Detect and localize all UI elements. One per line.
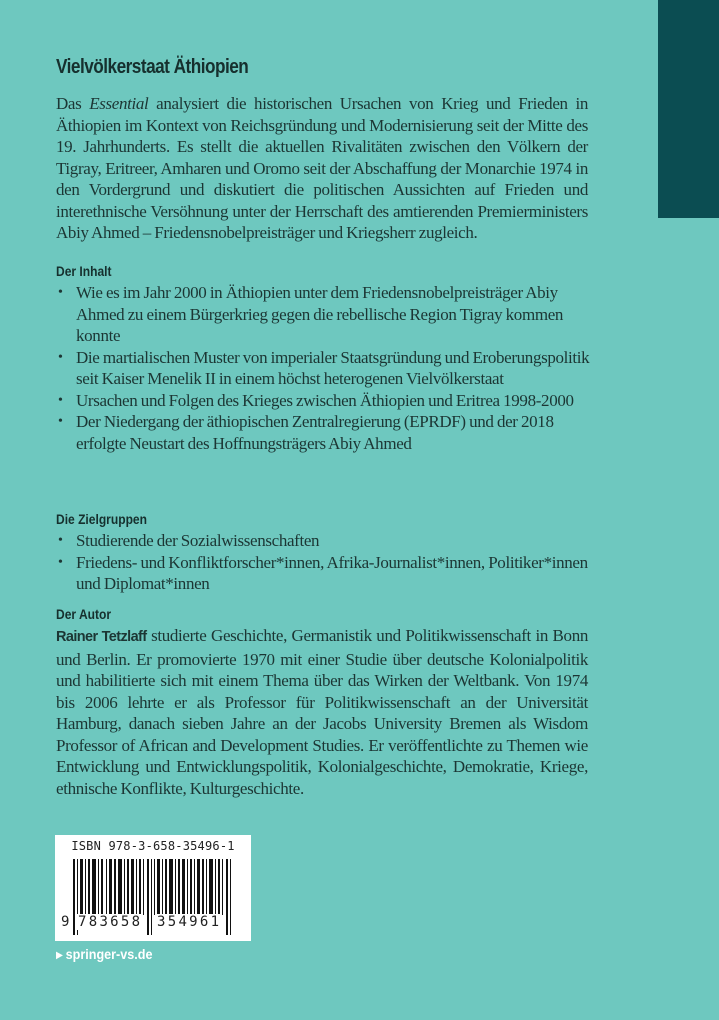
section-heading-zielgruppen: Die Zielgruppen <box>56 511 147 527</box>
barcode-digits-right: 354961 <box>157 914 222 930</box>
list-item <box>56 390 596 412</box>
page-title: Vielvölkerstaat Äthiopien <box>56 56 249 78</box>
bullet-icon: • <box>58 285 63 300</box>
list-item-text: Friedens- und Konfliktforscher*innen, Afrika-Journalist*innen, Politiker*innen und Diplomat*innen <box>76 552 588 593</box>
list-item <box>56 282 596 347</box>
barcode-digit-first: 9 <box>61 914 70 930</box>
section-heading-inhalt: Der Inhalt <box>56 263 112 279</box>
bullet-icon: • <box>58 554 63 570</box>
list-item <box>56 411 596 454</box>
bullet-icon: • <box>58 349 63 365</box>
isbn-barcode <box>55 835 251 941</box>
bullet-icon: • <box>58 392 63 408</box>
springer-link-text: springer-vs.de <box>65 946 153 962</box>
bullet-icon: • <box>58 414 63 429</box>
bullet-icon: • <box>58 533 63 548</box>
list-item <box>56 530 596 552</box>
list-item <box>56 347 596 390</box>
zielgruppen-list <box>56 530 596 595</box>
list-item-text: Wie es im Jahr 2000 in Äthiopien unter dem Friedensnobelpreisträger Abiy Ahmed zu einem Bürgerkrieg gegen die rebellische Region Tigray kommen konnte <box>76 283 564 345</box>
author-bio-text: studierte Geschichte, Germanistik und Politikwissenschaft in Bonn und Berlin. Er promovierte 1970 mit einer Studie über deutsche Kolonialpolitik und habilitierte sich mit einem Thema über das Wirken der Weltbank. Von 1974 bis 2006 lehrte er als Professor für Politikwissenschaft an der Universität Hamburg, danach sieben Jahre an der Jacobs University Bremen als Wisdom Professor of African and Development Studies. Er veröffentlichte zu Themen wie Entwicklung und Entwicklungspolitik, Kolonialgeschichte, Demokratie, Kriege, ethnische Konflikte, Kulturgeschichte. <box>56 626 588 798</box>
play-arrow-icon: ▶ <box>56 950 63 961</box>
barcode-digits-left: 783658 <box>78 914 143 930</box>
intro-paragraph <box>56 93 588 244</box>
section-inhalt <box>56 263 596 454</box>
list-item-text: Der Niedergang der äthiopischen Zentralregierung (EPRDF) und der 2018 erfolgte Neustart des Hoffnungsträgers Abiy Ahmed <box>76 412 554 453</box>
springer-vs-link[interactable] <box>56 946 152 962</box>
intro-emphasis: Essential <box>89 94 149 113</box>
accent-bar <box>658 0 719 218</box>
list-item-text: Studierende der Sozialwissenschaften <box>76 531 320 550</box>
list-item-text: Die martialischen Muster von imperialer Staatsgründung und Eroberungspolitik seit Kaiser Menelik II in einem höchst heterogenen Vielvölkerstaat <box>76 347 590 388</box>
section-zielgruppen <box>56 511 596 595</box>
intro-prefix: Das <box>56 94 90 113</box>
author-bio <box>56 625 588 799</box>
list-item <box>56 552 596 595</box>
author-name: Rainer Tetzlaff <box>56 629 147 645</box>
section-heading-autor: Der Autor <box>56 606 112 622</box>
isbn-label: ISBN 978-3-658-35496-1 <box>71 839 235 853</box>
list-item-text: Ursachen und Folgen des Krieges zwischen Äthiopien und Eritrea 1998-2000 <box>76 390 574 410</box>
section-autor <box>56 606 596 799</box>
intro-text: analysiert die historischen Ursachen von Krieg und Frieden in Äthiopien im Kontext von Reichsgründung und Modernisierung seit der Mitte des 19. Jahrhunderts. Es stellt die aktuellen Rivalitäten zwischen den Völkern der Tigray, Eritreer, Amharen und Oromo seit der Abschaffung der Monarchie 1974 in den Vordergrund und diskutiert die politischen Aussichten auf Frieden und interethnische Versöhnung unter der Herrschaft des amtierenden Premierministers Abiy Ahmed – Friedensnobelpreisträger und Kriegsherr zugleich. <box>56 94 588 242</box>
inhalt-list <box>56 282 596 454</box>
